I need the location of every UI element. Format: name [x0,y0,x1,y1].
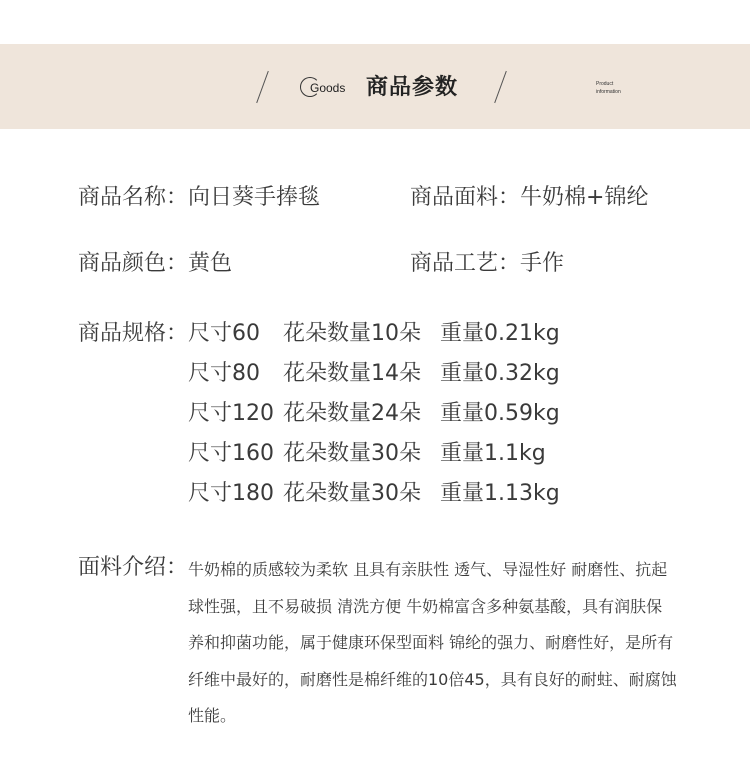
spec-size: 尺寸60 [188,321,260,346]
logo-word: Goods [310,81,346,95]
spec-weight: 重量1.1kg [440,441,546,466]
spec-size: 尺寸180 [188,481,274,506]
product-name-row [78,180,320,211]
spec-flowers: 花朵数量30朵 [283,481,421,506]
spec-row [188,476,560,507]
product-info-line2: information [596,89,621,95]
product-color-value: 黄色 [188,251,233,276]
product-craft-value: 手作 [520,251,565,276]
spec-flowers: 花朵数量30朵 [283,441,421,466]
page-title: 商品参数 [366,75,459,100]
product-fabric-label: 商品面料： [410,185,521,210]
product-name-value: 向日葵手捧毯 [188,185,321,210]
spec-flowers: 花朵数量24朵 [283,401,421,426]
spec-size: 尺寸120 [188,401,274,426]
product-info-line1: Product [596,81,614,87]
spec-row [188,356,560,387]
spec-flowers: 花朵数量14朵 [283,361,421,386]
product-information-label [596,80,621,96]
spec-weight: 重量1.13kg [440,481,560,506]
product-fabric-value: 牛奶棉+锦纶 [520,185,649,210]
goods-logo [300,74,345,100]
spec-row [188,316,560,347]
fabric-intro-text: 牛奶棉的质感较为柔软 且具有亲肤性 透气、导湿性好 耐磨性、抗起球性强，且不易破损 清洗方便 牛奶棉富含多种氨基酸，具有润肤保养和抑菌功能，属于健康环保型面料 锦纶的强力、耐磨性好，是所有纤维中最好的，耐磨性是棉纤维的10倍45，具有良好的耐蛀、耐腐蚀性能。 [188,560,677,725]
product-name-label: 商品名称： [78,185,189,210]
spec-row [188,396,560,427]
spec-weight: 重量0.59kg [440,401,560,426]
product-spec-label: 商品规格： [78,321,189,346]
product-craft-label: 商品工艺： [410,251,521,276]
product-color-label: 商品颜色： [78,251,189,276]
product-fabric-row [410,180,648,211]
spec-row [188,436,546,467]
spec-weight: 重量0.32kg [440,361,560,386]
product-color-row [78,246,232,277]
product-craft-row [410,246,564,277]
spec-size: 尺寸80 [188,361,260,386]
spec-flowers: 花朵数量10朵 [283,321,421,346]
spec-size: 尺寸160 [188,441,274,466]
spec-weight: 重量0.21kg [440,321,560,346]
fabric-intro-label: 面料介绍： [78,555,189,580]
